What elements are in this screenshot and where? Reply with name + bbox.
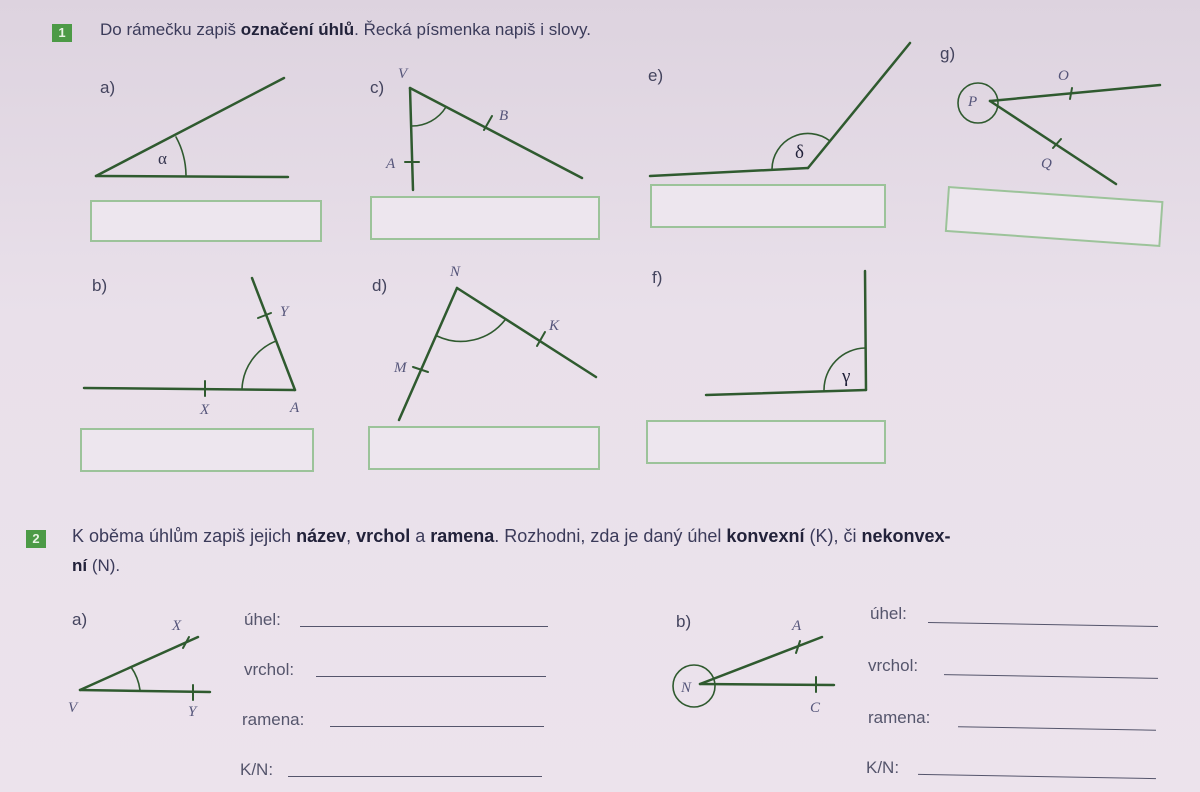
answer-box-d[interactable] (368, 426, 600, 470)
point-2a-Y: Y (188, 704, 197, 720)
angle-2a-figure (80, 637, 210, 700)
point-c-V: V (398, 66, 408, 82)
answer-box-c[interactable] (370, 196, 600, 240)
point-b-A: A (290, 400, 300, 416)
task2-instruction-line2: ní (N). (72, 556, 121, 575)
task1-instruction: Do rámečku zapiš označení úhlů. Řecká písmenka napiš i slovy. (100, 20, 591, 39)
label-e: e) (648, 66, 664, 85)
field-2b-angle-label: úhel: (870, 604, 907, 623)
point-c-A: A (386, 156, 396, 172)
point-2a-V: V (68, 700, 78, 716)
label-c: c) (370, 78, 385, 97)
point-b-X: X (200, 402, 210, 418)
point-2b-C: C (810, 700, 821, 716)
angle-c-figure (405, 88, 582, 190)
field-2a-kn-label: K/N: (240, 760, 274, 779)
point-2b-A: A (792, 618, 802, 634)
point-b-Y: Y (280, 304, 289, 320)
point-2a-X: X (172, 618, 182, 634)
point-g-P: P (968, 94, 978, 110)
point-g-Q: Q (1041, 156, 1052, 172)
task2-instruction-line1: K oběma úhlům zapiš jejich název, vrchol a ramena. Rozhodni, zda je daný úhel konvexní (K), či nekonvex- (72, 526, 951, 546)
angle-e-figure (650, 43, 910, 176)
angle-d-figure (399, 288, 596, 420)
field-2b-arms-label: ramena: (868, 708, 931, 727)
field-2a-arms-label: ramena: (242, 710, 305, 729)
answer-box-a[interactable] (90, 200, 322, 242)
point-c-B: B (499, 108, 509, 124)
label-2b: b) (676, 612, 692, 631)
answer-box-b[interactable] (80, 428, 314, 472)
field-2a-angle-line[interactable] (300, 626, 548, 627)
label-b: b) (92, 276, 108, 295)
task1-number-badge: 1 (52, 24, 72, 42)
field-2a-angle-label: úhel: (244, 610, 281, 629)
angle-a-figure (96, 78, 288, 177)
greek-gamma-label: γ (842, 366, 851, 387)
point-d-M: M (394, 360, 407, 376)
task2-number-badge: 2 (26, 530, 46, 548)
field-2a-vertex-label: vrchol: (244, 660, 295, 679)
angle-2b-figure (673, 637, 834, 707)
field-2a-arms-line[interactable] (330, 726, 544, 727)
angle-b-figure (84, 278, 295, 396)
label-2a: a) (72, 610, 88, 629)
greek-delta-label: δ (795, 142, 804, 163)
field-2a-vertex-line[interactable] (316, 676, 546, 677)
label-a: a) (100, 78, 116, 97)
field-2b-vertex-label: vrchol: (868, 656, 919, 675)
label-g: g) (940, 44, 956, 63)
answer-box-f[interactable] (646, 420, 886, 464)
field-2a-kn-line[interactable] (288, 776, 542, 777)
greek-alpha-label: α (158, 149, 167, 168)
angle-g-figure (958, 83, 1160, 184)
point-g-O: O (1058, 68, 1069, 84)
label-f: f) (652, 268, 663, 287)
point-d-K: K (549, 318, 560, 334)
point-2b-N: N (681, 680, 692, 696)
label-d: d) (372, 276, 388, 295)
answer-box-e[interactable] (650, 184, 886, 228)
point-d-N: N (450, 264, 461, 280)
field-2b-kn-label: K/N: (866, 758, 900, 777)
